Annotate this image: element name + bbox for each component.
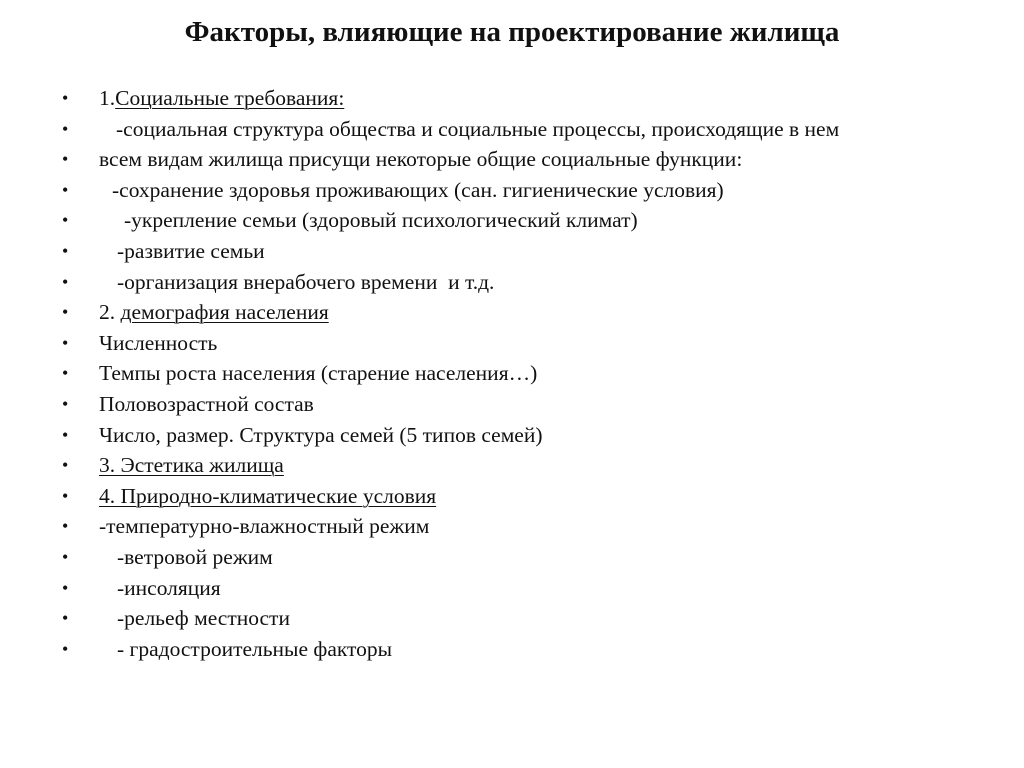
- bullet-icon: •: [62, 240, 69, 261]
- item-text-underlined: 3. Эстетика жилища: [99, 453, 284, 478]
- bullet-icon: •: [62, 332, 69, 353]
- item-text-underlined: 4. Природно-климатические условия: [99, 483, 437, 508]
- item-text: -укрепление семьи (здоровый психологический климат): [124, 208, 638, 233]
- item-text: -социальная структура общества и социальные процессы, происходящие в нем: [116, 116, 840, 141]
- list-item: [62, 423, 962, 447]
- list-item: [62, 147, 962, 171]
- item-text: -инсоляция: [117, 575, 221, 600]
- item-text: всем видам жилища присущи некоторые общие социальные функции:: [99, 147, 743, 172]
- bullet-icon: •: [62, 393, 69, 414]
- list-item: [62, 208, 962, 232]
- list-item: [62, 545, 962, 569]
- list-item: [62, 514, 962, 538]
- list-item: [62, 331, 962, 355]
- item-text: -развитие семьи: [117, 238, 265, 263]
- list-item: [62, 117, 962, 141]
- bullet-icon: •: [62, 302, 69, 323]
- bullet-icon: •: [62, 363, 69, 384]
- item-text-underlined: Социальные требования:: [115, 86, 345, 110]
- item-text: -температурно-влажностный режим: [99, 514, 430, 539]
- slide-title: Факторы, влияющие на проектирование жилища: [184, 16, 840, 48]
- list-item: [62, 86, 962, 110]
- item-text: - градостроительные факторы: [117, 636, 393, 661]
- bullet-icon: •: [62, 455, 69, 476]
- list-item: [62, 361, 962, 385]
- bullet-icon: •: [62, 424, 69, 445]
- list-item: [62, 606, 962, 630]
- item-text: Численность: [99, 330, 218, 355]
- item-text: Темпы роста населения (старение населения…): [99, 361, 538, 386]
- bullet-icon: •: [62, 485, 69, 506]
- bullet-icon: •: [62, 210, 69, 231]
- item-text: Число, размер. Структура семей (5 типов семей): [99, 422, 543, 447]
- list-item: [62, 576, 962, 600]
- list-item: [62, 178, 962, 202]
- item-text: -рельеф местности: [117, 606, 290, 631]
- bullet-icon: •: [62, 516, 69, 537]
- list-item: [62, 300, 962, 324]
- item-text: -ветровой режим: [117, 544, 273, 569]
- item-text: -сохранение здоровья проживающих (сан. гигиенические условия): [112, 177, 724, 202]
- bullet-icon: •: [62, 638, 69, 659]
- item-text-underlined: демография населения: [120, 300, 329, 325]
- list-item: [62, 239, 962, 263]
- bullet-icon: •: [62, 118, 69, 139]
- item-prefix: 1.: [99, 86, 116, 110]
- bullet-list: [62, 86, 962, 667]
- bullet-icon: •: [62, 271, 69, 292]
- list-item: [62, 637, 962, 661]
- item-prefix: 2.: [99, 300, 121, 325]
- item-text: Половозрастной состав: [99, 391, 314, 416]
- bullet-icon: •: [62, 179, 69, 200]
- bullet-icon: •: [62, 577, 69, 598]
- item-text: -организация внерабочего времени и т.д.: [117, 269, 495, 294]
- bullet-icon: •: [62, 546, 69, 567]
- list-item: [62, 453, 962, 477]
- list-item: [62, 270, 962, 294]
- bullet-icon: •: [62, 88, 69, 108]
- list-item: [62, 484, 962, 508]
- bullet-icon: •: [62, 608, 69, 629]
- bullet-icon: •: [62, 149, 69, 170]
- list-item: [62, 392, 962, 416]
